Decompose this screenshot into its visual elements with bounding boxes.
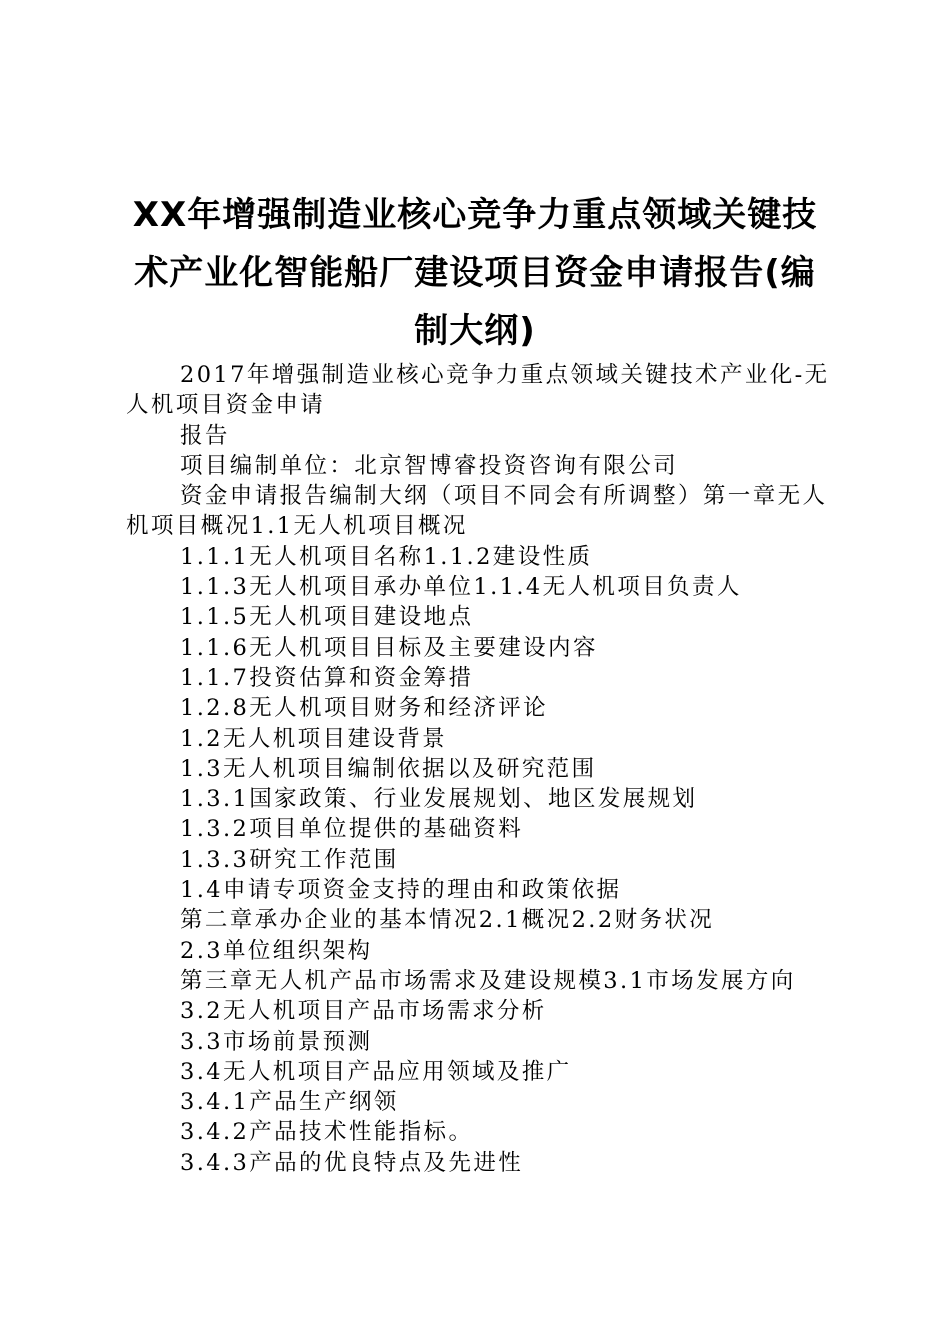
paragraph-report: 报告 — [180, 422, 230, 449]
outline-item: 1.4申请专项资金支持的理由和政策依据 — [180, 877, 622, 904]
outline-item: 2.3单位组织架构 — [180, 937, 373, 964]
outline-chapter: 第二章承办企业的基本情况2.1概况2.2财务状况 — [180, 907, 715, 934]
outline-item: 1.1.3无人机项目承办单位1.1.4无人机项目负责人 — [180, 574, 742, 601]
outline-item: 1.3.2项目单位提供的基础资料 — [180, 816, 524, 843]
outline-item: 1.1.7投资估算和资金筹措 — [180, 664, 474, 691]
outline-item: 1.1.1无人机项目名称1.1.2建设性质 — [180, 543, 593, 570]
paragraph-intro: 2017年增强制造业核心竞争力重点领域关键技术产业化-无人机项目资金申请 — [126, 362, 830, 419]
outline-item: 1.3.1国家政策、行业发展规划、地区发展规划 — [180, 786, 698, 813]
outline-item: 1.2无人机项目建设背景 — [180, 725, 448, 752]
paragraph-outline-start: 资金申请报告编制大纲（项目不同会有所调整）第一章无人机项目概况1.1无人机项目概况 — [126, 483, 828, 540]
outline-item: 3.3市场前景预测 — [180, 1028, 373, 1055]
outline-item: 3.4.2产品技术性能指标。 — [180, 1119, 474, 1146]
outline-item: 1.3无人机项目编制依据以及研究范围 — [180, 755, 597, 782]
paragraph-compiler: 项目编制单位：北京智博睿投资咨询有限公司 — [180, 452, 679, 479]
document-body — [126, 360, 832, 1178]
outline-item: 3.4.3产品的优良特点及先进性 — [180, 1149, 524, 1176]
outline-item: 1.3.3研究工作范围 — [180, 846, 399, 873]
outline-item: 1.2.8无人机项目财务和经济评论 — [180, 695, 549, 722]
document-title: XX年增强制造业核心竞争力重点领域关键技术产业化智能船厂建设项目资金申请报告(编制大纲) — [132, 195, 818, 351]
outline-item: 3.4无人机项目产品应用领域及推广 — [180, 1058, 572, 1085]
outline-item: 1.1.5无人机项目建设地点 — [180, 604, 474, 631]
outline-item: 3.4.1产品生产纲领 — [180, 1089, 399, 1116]
outline-item: 1.1.6无人机项目目标及主要建设内容 — [180, 634, 598, 661]
outline-item: 3.2无人机项目产品市场需求分析 — [180, 998, 547, 1025]
outline-chapter: 第三章无人机产品市场需求及建设规模3.1市场发展方向 — [180, 967, 796, 994]
